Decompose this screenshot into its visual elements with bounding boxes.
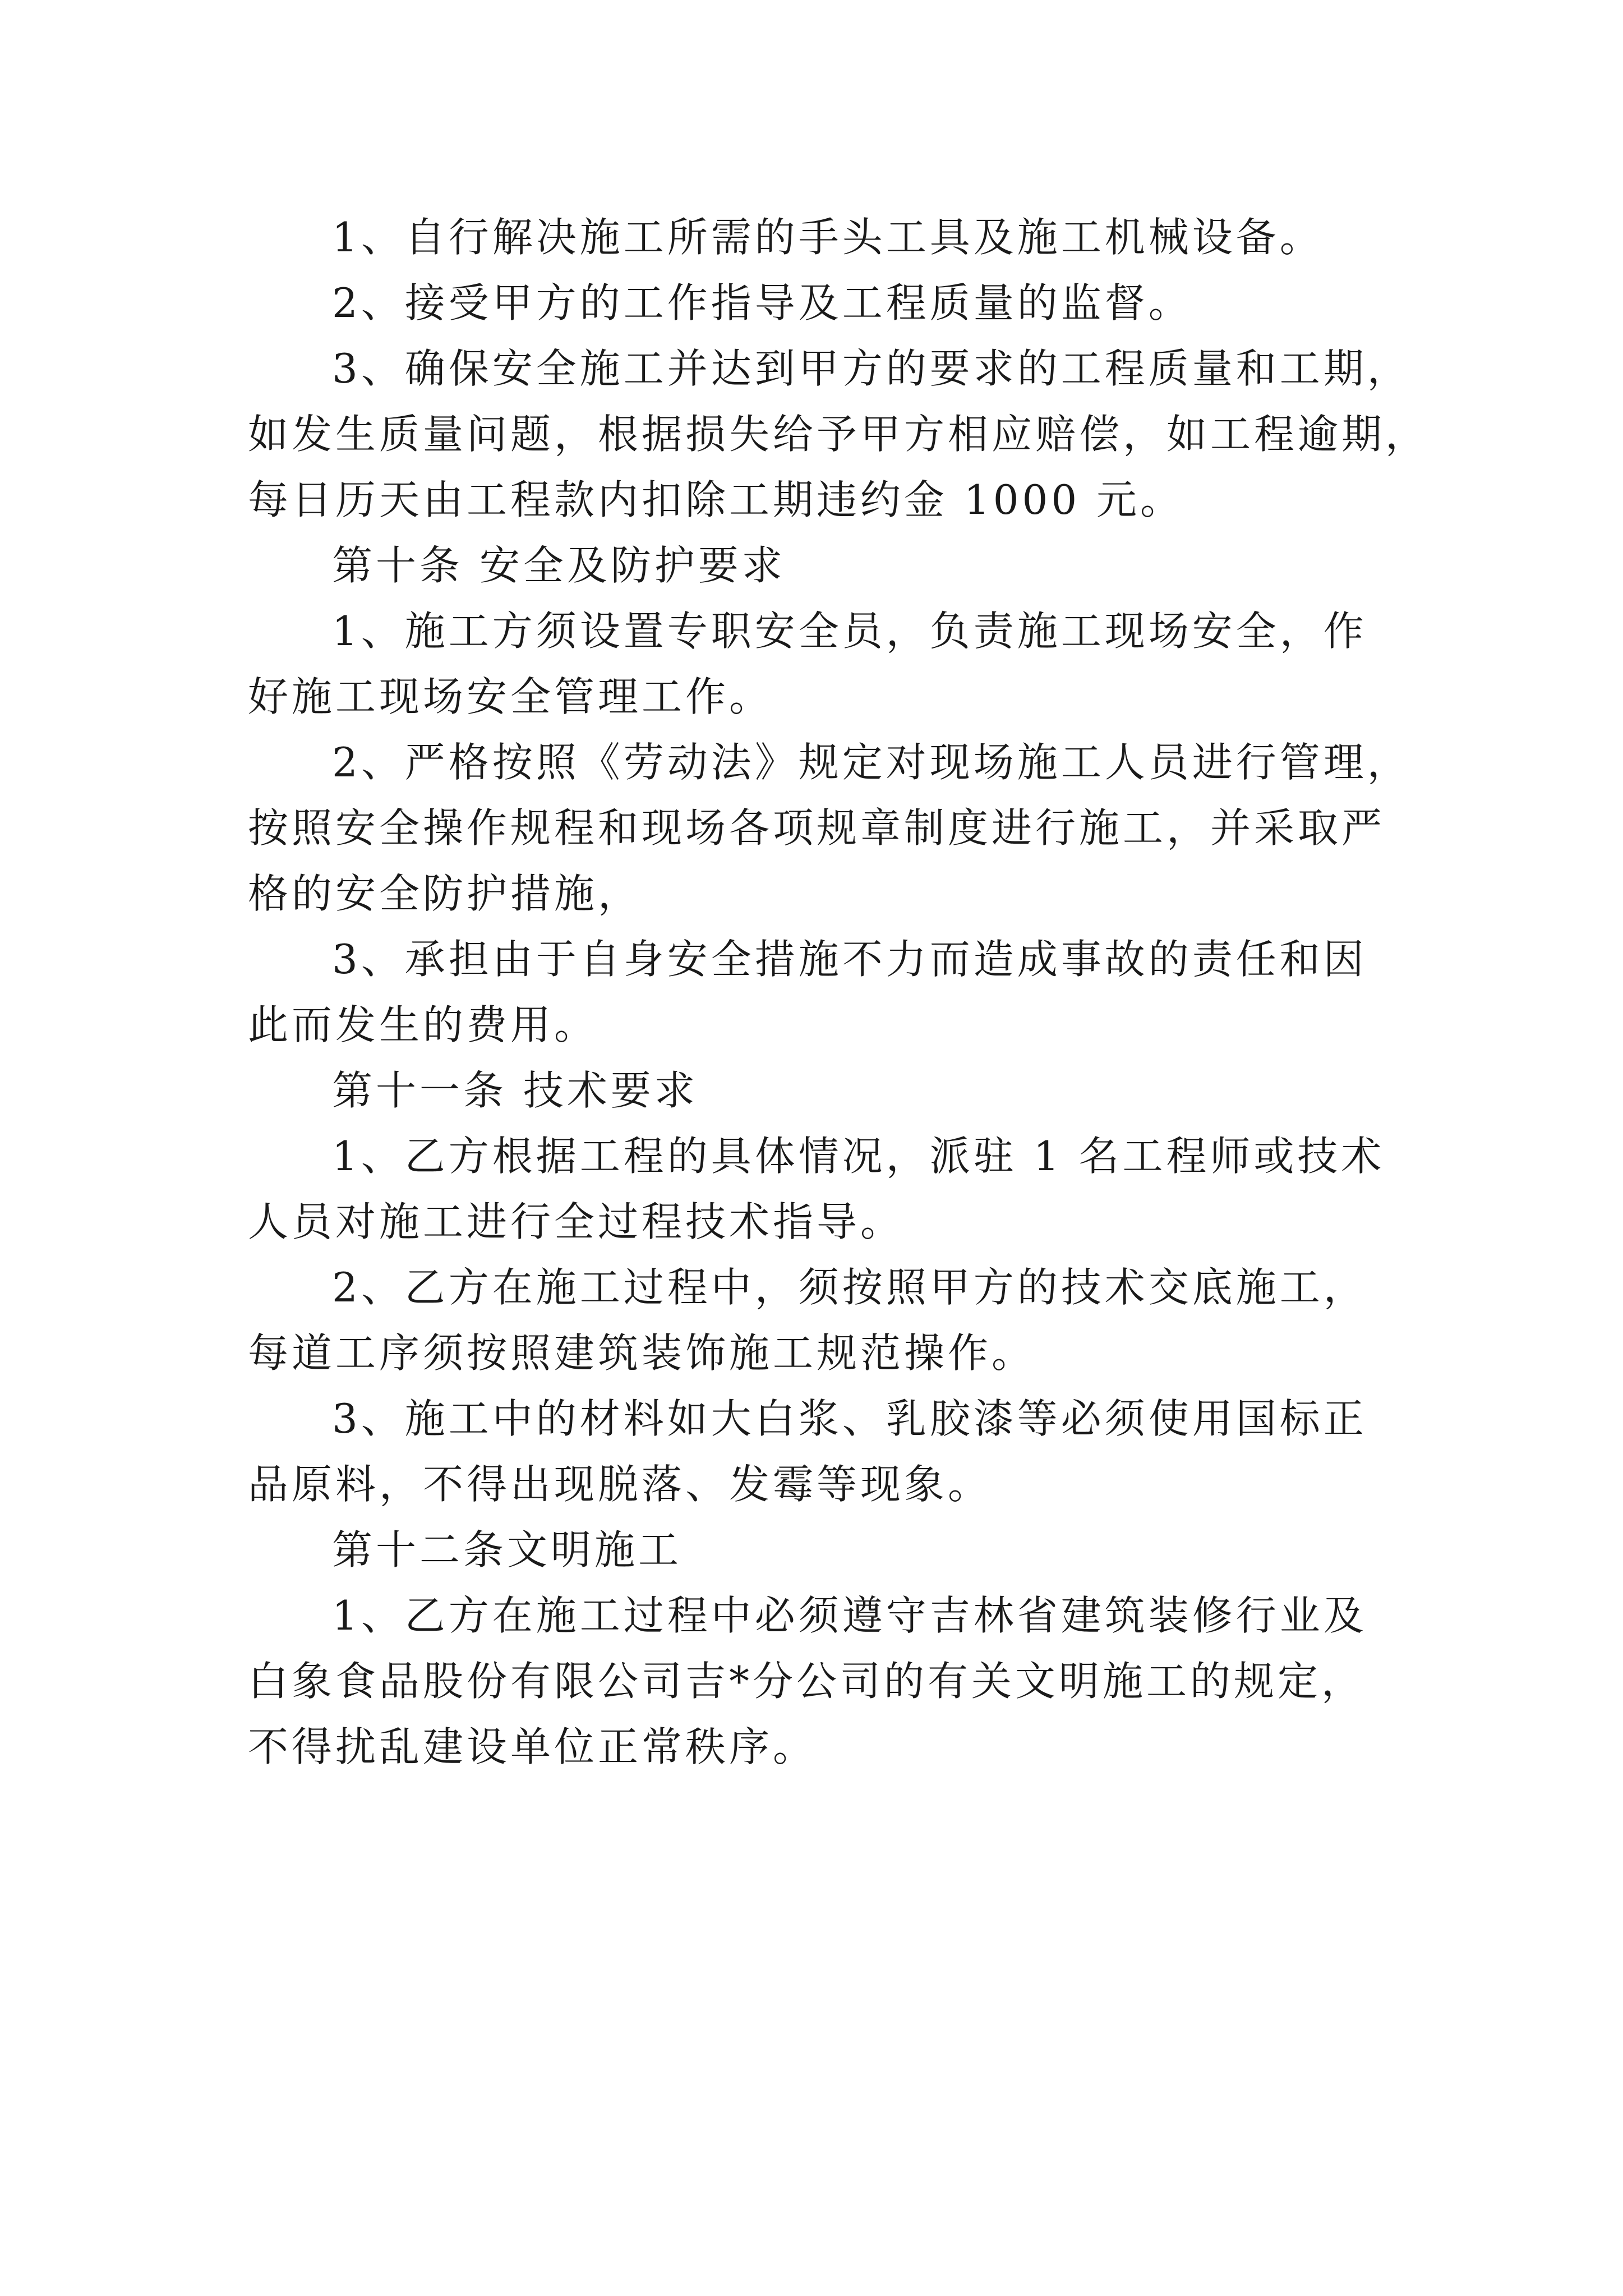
text-line: 2、乙方在施工过程中，须按照甲方的技术交底施工， <box>332 1264 1367 1311</box>
text-line: 第十条 安全及防护要求 <box>332 542 786 589</box>
text-line: 每日历天由工程款内扣除工期违约金 1000 元。 <box>248 476 1184 523</box>
paragraph <box>248 1517 1381 1583</box>
text-line: 每道工序须按照建筑装饰施工规范操作。 <box>248 1329 1036 1377</box>
text-line: 1、自行解决施工所需的手头工具及施工机械设备。 <box>332 214 1324 261</box>
text-line: 此而发生的费用。 <box>248 1001 598 1048</box>
text-line: 按照安全操作规程和现场各项规章制度进行施工，并采取严 <box>248 804 1386 852</box>
text-line: 2、严格按照《劳动法》规定对现场施工人员进行管理， <box>332 739 1411 786</box>
paragraph <box>248 730 1411 927</box>
text-line: 1、乙方根据工程的具体情况，派驻 1 名工程师或技术 <box>332 1133 1385 1180</box>
text-line: 第十一条 技术要求 <box>332 1067 698 1114</box>
paragraph <box>248 336 1430 533</box>
paragraph <box>248 270 1381 336</box>
paragraph <box>248 1386 1381 1517</box>
text-line: 人员对施工进行全过程技术指导。 <box>248 1198 905 1245</box>
paragraph <box>248 599 1381 730</box>
text-line: 好施工现场安全管理工作。 <box>248 673 773 720</box>
paragraph <box>248 1058 1381 1124</box>
document-body <box>248 205 1430 1780</box>
paragraph <box>248 533 1381 599</box>
text-line: 格的安全防护措施， <box>248 870 642 917</box>
text-line: 1、乙方在施工过程中必须遵守吉林省建筑装修行业及 <box>332 1592 1367 1639</box>
text-line: 品原料，不得出现脱落、发霉等现象。 <box>248 1461 992 1508</box>
text-line: 2、接受甲方的工作指导及工程质量的监督。 <box>332 279 1192 326</box>
text-line: 1、施工方须设置专职安全员，负责施工现场安全，作 <box>332 608 1367 655</box>
text-line: 如发生质量问题，根据损失给予甲方相应赔偿，如工程逾期， <box>248 411 1430 458</box>
paragraph <box>248 205 1381 270</box>
text-line: 3、施工中的材料如大白浆、乳胶漆等必须使用国标正 <box>332 1395 1367 1442</box>
paragraph <box>248 1583 1381 1780</box>
paragraph <box>248 1124 1385 1255</box>
text-line: 不得扰乱建设单位正常秩序。 <box>248 1723 817 1770</box>
text-line: 白象食品股份有限公司吉*分公司的有关文明施工的规定， <box>248 1658 1366 1705</box>
text-line: 3、承担由于自身安全措施不力而造成事故的责任和因 <box>332 936 1367 983</box>
text-line: 3、确保安全施工并达到甲方的要求的工程质量和工期， <box>332 345 1411 392</box>
paragraph <box>248 1255 1381 1386</box>
paragraph <box>248 927 1381 1058</box>
text-line: 第十二条文明施工 <box>332 1526 683 1573</box>
